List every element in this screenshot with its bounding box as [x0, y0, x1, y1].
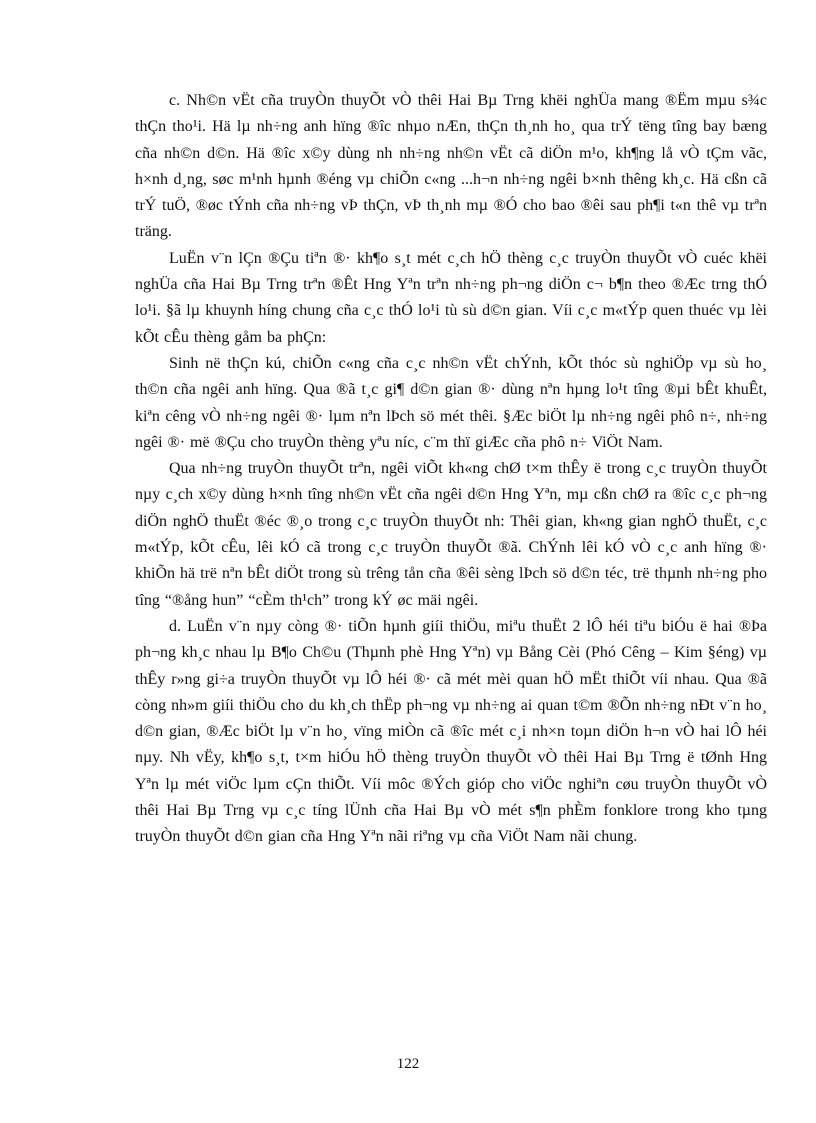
body-text: [135, 88, 767, 851]
paragraph-3: Sinh në thÇn kú, chiÕn c«ng cña c¸c nh©n vËt chÝnh, kÕt thóc sù nghiÖp vµ sù ho¸ th©n cña ngêi anh hïng. Qua ®ã t¸c gi¶ d©n gian ®· dùng nªn hµng lo¹t tîng ®µi bÊt khuÊt, kiªn cêng vÒ nh÷ng ngêi ®· lµm nªn lÞch sö mét thêi. §Æc biÖt lµ nh÷ng ngêi phô n÷, nh÷ng ngêi ®· më ®Çu cho truyÒn thèng yªu níc, c¨m thï giÆc cña phô n÷ ViÖt Nam.: [135, 354, 767, 451]
page-number: 122: [396, 1056, 420, 1072]
paragraph-5: d. LuËn v¨n nµy còng ®· tiÕn hµnh giíi thiÖu, miªu thuËt 2 lÔ héi tiªu biÓu ë hai ®Þa ph¬ng kh¸c nhau lµ B¶o Ch©u (Thµnh phè Hng Yªn) vµ Bång Cèi (Phó Cêng – Kim §éng) vµ thÊy r»ng gi÷a truyÒn thuyÕt vµ lÔ héi ®· cã mét mèi quan hÖ mËt thiÕt víi nhau. Qua ®ã còng nh»m giíi thiÖu cho du kh¸ch thËp ph¬ng vµ nh÷ng ai quan t©m ®Õn nh÷ng nÐt v¨n ho¸ d©n gian, ®Æc biÖt lµ v¨n ho¸ vïng miÒn cã ®îc mét c¸i nh×n toµn diÖn h¬n vÒ hai lÔ héi nµy. Nh vËy, kh¶o s¸t, t×m hiÓu hÖ thèng truyÒn thuyÕt vÒ thêi Hai Bµ Trng ë tØnh Hng Yªn lµ mét viÖc lµm cÇn thiÕt. Víi môc ®Ých gióp cho viÖc nghiªn cøu truyÒn thuyÕt vÒ thêi Hai Bµ Trng vµ c¸c tíng lÜnh cña Hai Bµ vÒ mét s¶n phÈm fonklore trong kho tµng truyÒn thuyÕt d©n gian cña Hng Yªn nãi riªng vµ cña ViÖt Nam nãi chung.: [135, 617, 767, 846]
paragraph-4: Qua nh÷ng truyÒn thuyÕt trªn, ngêi viÕt kh«ng chØ t×m thÊy ë trong c¸c truyÒn thuyÕt nµy c¸ch x©y dùng h×nh tîng nh©n vËt cña ngêi d©n Hng Yªn, mµ cßn chØ ra ®îc c¸c ph¬ng diÖn nghÖ thuËt ®éc ®¸o trong c¸c truyÒn thuyÕt nh: Thêi gian, kh«ng gian nghÖ thuËt, c¸c m«tÝp, kÕt cÊu, lêi kÓ cã trong c¸c truyÒn thuyÕt ®ã. ChÝnh lêi kÓ vÒ c¸c anh hïng ®· khiÕn hä trë nªn bÊt diÖt trong sù trêng tån cña ®êi sèng lÞch sö d©n téc, trë thµnh nh÷ng pho tîng “®ång hun” “cÈm th¹ch” trong kÝ øc mäi ngêi.: [135, 460, 767, 609]
paragraph-2: LuËn v¨n lÇn ®Çu tiªn ®· kh¶o s¸t mét c¸ch hÖ thèng c¸c truyÒn thuyÕt vÒ cuéc khëi nghÜa cña Hai Bµ Trng trªn ®Êt Hng Yªn trªn nh÷ng ph¬ng diÖn c¬ b¶n theo ®Æc trng thÓ lo¹i. §ã lµ khuynh híng chung cña c¸c thÓ lo¹i tù sù d©n gian. Víi c¸c m«tÝp quen thuéc vµ lèi kÕt cÊu thèng gåm ba phÇn:: [135, 249, 767, 346]
paragraph-1: c. Nh©n vËt cña truyÒn thuyÕt vÒ thêi Hai Bµ Trng khëi nghÜa mang ®Ëm mµu s¾c thÇn tho¹i. Hä lµ nh÷ng anh hïng ®îc nhµo nÆn, thÇn th¸nh ho¸ qua trÝ tëng tîng bay bæng cña nh©n d©n. Hä ®îc x©y dùng nh nh÷ng nh©n vËt cã diÖn m¹o, kh¶ng lå vÒ tÇm vãc, h×nh d¸ng, søc m¹nh hµnh ®éng vµ chiÕn c«ng ...h¬n nh÷ng ngêi b×nh thêng kh¸c. Hä cßn cã trÝ tuÖ, ®øc tÝnh cña nh÷ng vÞ thÇn, vÞ th¸nh mµ ®Ó cho bao ®êi sau ph¶i t«n thê vµ trªn träng.: [135, 92, 767, 241]
